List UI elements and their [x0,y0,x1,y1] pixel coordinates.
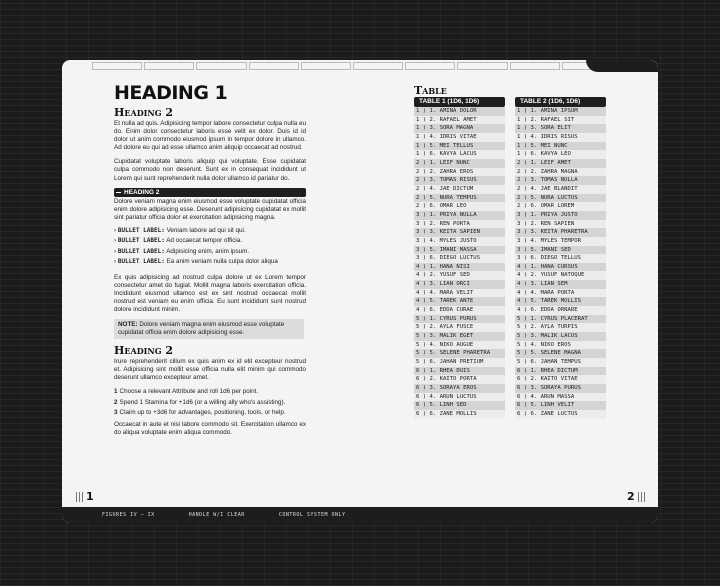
table-row: 5 ) 5. SELENE PHARETRA [414,349,505,358]
step-text: Spend 1 Stamina for +1d6 (or a willing ally who's assisting). [119,398,286,406]
note-label: NOTE: [118,321,138,329]
bullet-list [114,226,306,268]
header-strip [92,60,612,71]
table-row: 6 ) 1. RHEA DUIS [414,367,505,376]
table-row: 1 ) 4. IDRIS RISUS [515,133,606,142]
bullet-label: BULLET LABEL: [117,258,165,266]
table-row: 1 ) 1. AMINA DOLOR [414,107,505,116]
table-row: 2 ) 4. JAE DICTUM [414,185,505,194]
step-item [114,398,306,408]
step-text: Choose a relevant Attribute and roll 1d6 per point. [119,388,259,396]
bullet-label: BULLET LABEL: [117,237,165,245]
step-item [114,387,306,397]
paragraph-6: Occaecat in aute et nisi labore commodo sit. Exercitation ullamco ex do aliqua voluptate enim aliqua commodo. [114,420,306,437]
table-2-header: TABLE 2 (1D6, 1D6) [515,97,606,107]
table-row: 5 ) 2. AYLA TURPIS [515,323,606,332]
table-row: 3 ) 3. KEITA SAPIEN [414,228,505,237]
table-row: 5 ) 5. SELENE MAGNA [515,349,606,358]
bullet-label: BULLET LABEL: [117,226,165,234]
paragraph-4: Ex quis adipisicing ad nostrud culpa dolore ut ex Lorem tempor consectetur amet do fugiat. Mollit magna laboris exercitation officia. Incididunt eiusmod ullamco est ex sint nostrud occaecat mollit nostrud est veniam eu enim officia. Eu sunt incididunt sunt nostrud dolore incididunt minim. [114,273,306,313]
steps-list [114,387,306,418]
table-row: 2 ) 2. ZAHRA EROS [414,168,505,177]
table-row: 2 ) 2. ZAHRA MAGNA [515,168,606,177]
note-text: Dolore veniam magna enim eiusmod esse voluptate cupidatat officia enim dolore adipisicing esse. [118,321,285,337]
paragraph-3: Dolore veniam magna enim eiusmod esse voluptate cupidatat officia enim dolore adipisicing esse. Deserunt adipisicing cupidatat ex mollit sint pariatur officia dolor et exercitation adipisicing magna. [114,197,306,221]
page-marker-right [638,492,646,502]
table-row: 3 ) 6. DIEGO TELLUS [515,254,606,263]
table-row: 1 ) 4. IDRIS VITAE [414,133,505,142]
table-row: 1 ) 3. SORA ELIT [515,124,606,133]
table-row: 4 ) 1. HANA NISI [414,263,505,272]
footer-text: CONTROL SYSTEM ONLY [278,512,346,518]
table-row: 3 ) 5. IMANI SED [515,246,606,255]
table-1-rows [414,107,505,419]
table-row: 5 ) 4. NIKO AUGUE [414,341,505,350]
table-row: 5 ) 1. CYRUS PLACERAT [515,315,606,324]
table-2-rows [515,107,606,419]
right-column [414,84,610,419]
table-row: 4 ) 4. MARA PORTA [515,289,606,298]
step-item [114,408,306,418]
table-row: 6 ) 4. ARUN MASSA [515,393,606,402]
table-section-title: Table [414,84,447,97]
table-row: 3 ) 6. DIEGO LUCTUS [414,254,505,263]
table-row: 6 ) 6. ZANE LUCTUS [515,410,606,419]
table-row: 1 ) 3. SORA MAGNA [414,124,505,133]
table-row: 6 ) 5. LINH SED [414,401,505,410]
document-page [62,60,658,523]
table-row: 5 ) 1. CYRUS PURUS [414,315,505,324]
header-tab [586,60,658,72]
table-row: 6 ) 5. LINH VELIT [515,401,606,410]
table-row: 3 ) 1. PRIYA NULLA [414,211,505,220]
left-column [114,82,306,437]
table-row: 2 ) 6. OMAR LOREM [515,202,606,211]
table-row: 2 ) 6. OMAR LEO [414,202,505,211]
step-text: Claim up to +3d6 for advantages, positioning, tools, or help. [119,408,286,416]
table-row: 1 ) 1. AMINA IPSUM [515,107,606,116]
page-marker-left [76,492,84,502]
table-1-header: TABLE 1 (1D6, 1D6) [414,97,505,107]
table-row: 3 ) 5. IMANI MASSA [414,246,505,255]
tables-container [414,97,610,419]
table-row: 4 ) 2. YUSUF NATOQUE [515,271,606,280]
table-row: 5 ) 4. NIKO EROS [515,341,606,350]
step-number: 3 [114,408,118,416]
table-row: 4 ) 3. LIAN SEM [515,280,606,289]
table-row: 1 ) 5. MEI TELLUS [414,142,505,151]
table-row: 4 ) 6. EDDA ORNARE [515,306,606,315]
table-row: 6 ) 4. ARUN LUCTUS [414,393,505,402]
table-row: 6 ) 3. SORAYA PURUS [515,384,606,393]
table-row: 2 ) 1. LEIF NUNC [414,159,505,168]
heading-2-second: Heading 2 [114,344,174,358]
paragraph-1: Et nulla ad quis. Adipisicing tempor labore consectetur culpa nulla eu do. Enim dolor consectetur laboris esse velit ex dolor. Duis id id dolor ut anim commodo eiusmod ipsum in tempor dolore in ullamco. Ad dolore eu qui ad esse ullamco anim aliquip occaecat ad nostrud. [114,120,306,152]
table-row: 1 ) 2. RAFAEL SIT [515,116,606,125]
bullet-text: Veniam labore ad qui sit qui. [166,226,246,234]
heading-1: HEADING 1 [114,82,228,104]
table-row: 3 ) 2. REN PORTA [414,220,505,229]
table-2 [515,97,606,419]
step-number: 1 [114,388,118,396]
table-row: 5 ) 2. AYLA FUSCE [414,323,505,332]
table-row: 6 ) 6. ZANE MOLLIS [414,410,505,419]
bullet-text: Adipisicing enim, anim ipsum. [166,247,250,255]
footer-text: HANDLE W/I CLEAR [188,512,245,518]
table-row: 2 ) 3. TOMAS RISUS [414,176,505,185]
table-row: 2 ) 5. NURA TEMPUS [414,194,505,203]
table-row: 4 ) 2. YUSUF SED [414,271,505,280]
bullet-text: Ad occaecat tempor officia. [166,237,243,245]
table-row: 1 ) 2. RAFAEL AMET [414,116,505,125]
step-number: 2 [114,398,118,406]
table-row: 4 ) 1. HANA CURSUS [515,263,606,272]
heading-2-first: Heading 2 [114,106,174,119]
note-box [114,319,304,339]
heading-bar: HEADING 2 [114,188,306,197]
bullet-item: › BULLET LABEL: Veniam labore ad qui sit qui. [114,226,246,234]
table-row: 2 ) 4. JAE BLANDIT [515,185,606,194]
bullet-item: › BULLET LABEL: Ea anim veniam nulla culpa dolor aliqua [114,258,278,266]
table-row: 4 ) 3. LIAN ORCI [414,280,505,289]
page-number-left: 1 [86,490,94,503]
footer-text: FIGURES IV – IX [102,512,155,518]
table-row: 5 ) 6. JAHAN PRETIUM [414,358,505,367]
table-row: 1 ) 6. KAVYA LACUS [414,150,505,159]
table-row: 4 ) 4. MARA VELIT [414,289,505,298]
table-row: 2 ) 3. TOMAS NULLA [515,176,606,185]
table-row: 5 ) 3. MALIK LACUS [515,332,606,341]
table-row: 2 ) 1. LEIF AMET [515,159,606,168]
table-row: 4 ) 6. EDDA CURAE [414,306,505,315]
table-row: 6 ) 2. KAITO VITAE [515,375,606,384]
table-row: 3 ) 4. MYLES JUSTO [414,237,505,246]
bullet-text: Ea anim veniam nulla culpa dolor aliqua [166,258,278,266]
table-1 [414,97,505,419]
table-row: 3 ) 2. REN SAPIEN [515,220,606,229]
table-row: 3 ) 4. MYLES TEMPOR [515,237,606,246]
table-row: 2 ) 5. NURA LUCTUS [515,194,606,203]
table-row: 4 ) 5. TAREK MOLLIS [515,297,606,306]
paragraph-2: Cupidatat voluptate laboris aliquip qui voluptate. Esse cupidatat culpa commodo non deserunt. Sunt ex in consequat incididunt ut Lorem qui sunt reprehenderit nulla dolor ullamco id pariatur do. [114,158,306,182]
bullet-item: › BULLET LABEL: Adipisicing enim, anim ipsum. [114,247,250,255]
table-row: 6 ) 2. KAITO PORTA [414,375,505,384]
bullet-item: › BULLET LABEL: Ad occaecat tempor officia. [114,237,243,245]
table-row: 1 ) 5. MEI NUNC [515,142,606,151]
table-row: 5 ) 3. MALIK EGET [414,332,505,341]
bullet-label: BULLET LABEL: [117,247,165,255]
paragraph-5: Irure reprehenderit cillum ex quis anim ex id elit excepteur nostrud et. Adipisicing sint mollit esse officia nulla elit minim qui commodo deserunt ullamco excepteur amet. [114,358,306,382]
table-row: 4 ) 5. TAREK ANTE [414,297,505,306]
table-row: 3 ) 3. KEITA PHARETRA [515,228,606,237]
table-row: 6 ) 1. RHEA DICTUM [515,367,606,376]
page-number-right: 2 [627,490,635,503]
table-row: 1 ) 6. KAVYA LEO [515,150,606,159]
table-row: 5 ) 6. JAHAN TEMPUS [515,358,606,367]
table-row: 6 ) 3. SORAYA EROS [414,384,505,393]
table-row: 3 ) 1. PRIYA JUSTO [515,211,606,220]
footer-bar [62,507,658,523]
